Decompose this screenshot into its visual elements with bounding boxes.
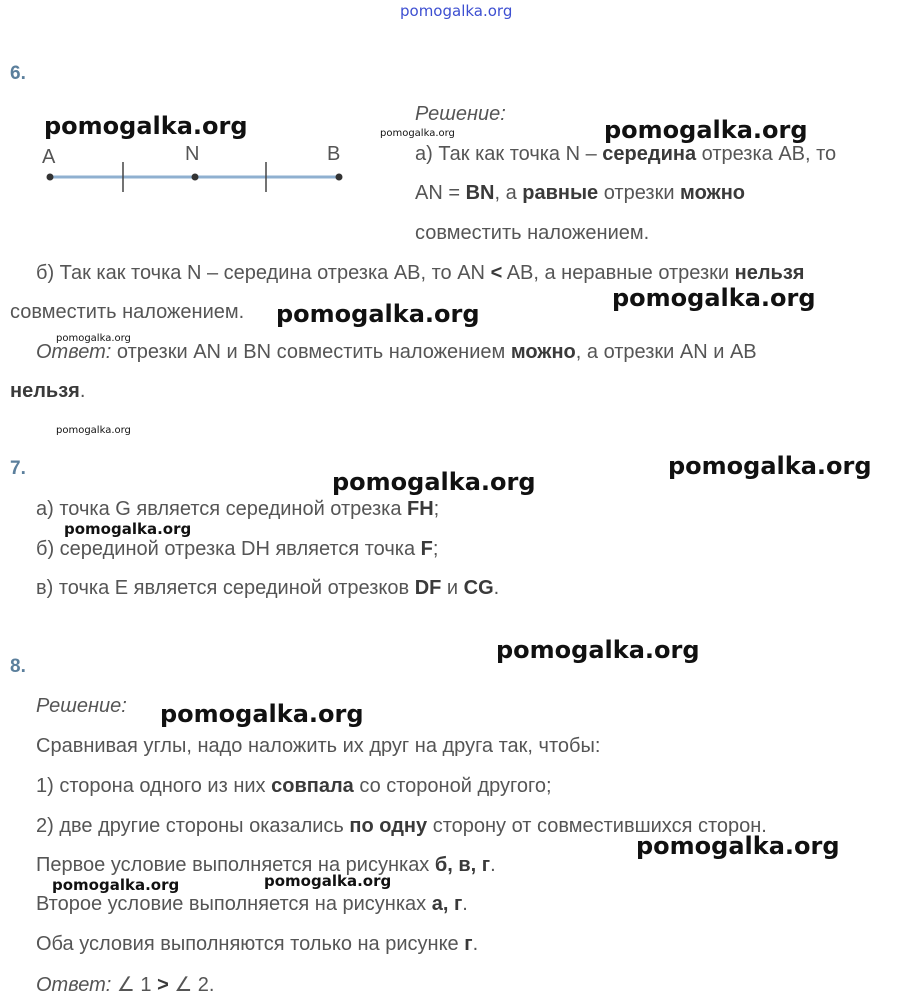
label-n: N [185,143,200,165]
task8-solution-label: Решение: [36,695,127,717]
task7-number: 7. [10,458,26,479]
point-n [192,174,199,181]
header-site-link[interactable]: pomogalka.org [400,2,513,20]
watermark: pomogalka.org [604,116,808,144]
task8-line2: 1) сторона одного из них совпала со стороной другого; [36,775,552,797]
watermark-medium: pomogalka.org [264,872,392,890]
task6-number: 6. [10,63,26,84]
watermark: pomogalka.org [332,468,536,496]
task6-solution-label: Решение: [415,103,506,125]
task8-number: 8. [10,656,26,677]
watermark: pomogalka.org [496,636,700,664]
task6-answer-line2: нельзя. [10,380,86,402]
task8-line3: 2) две другие стороны оказались по одну сторону от совместившихся сторон. [36,815,767,837]
watermark: pomogalka.org [668,452,872,480]
label-a: A [42,146,56,168]
task6-a-line2: AN = BN, а равные отрезки можно [415,182,746,204]
task8-line5: Второе условие выполняется на рисунках а, г. [36,893,468,915]
label-b: B [327,143,341,165]
watermark-small: pomogalka.org [380,128,455,139]
watermark-medium: pomogalka.org [64,520,192,538]
watermark-medium: pomogalka.org [52,876,180,894]
task7-item-c: в) точка E является серединой отрезков DF и CG. [36,577,500,599]
watermark: pomogalka.org [160,700,364,728]
watermark-small: pomogalka.org [56,425,131,436]
watermark: pomogalka.org [636,832,840,860]
watermark: pomogalka.org [612,284,816,312]
watermark: pomogalka.org [276,300,480,328]
task7-item-b: б) серединой отрезка DH является точка F; [36,538,439,560]
task8-answer: Ответ: ∠ 1 > ∠ 2. [36,974,215,996]
task6-b-line1: б) Так как точка N – середина отрезка AB, то AN < AB, а неравные отрезки нельзя [36,262,805,284]
task7-item-a: а) точка G является серединой отрезка FH; [36,498,440,520]
task6-a-line1: а) Так как точка N – середина отрезка AB, то [415,143,837,165]
point-b [336,174,343,181]
task6-b-line2: совместить наложением. [10,301,245,323]
watermark: pomogalka.org [44,112,248,140]
task8-line1: Сравнивая углы, надо наложить их друг на друга так, чтобы: [36,735,601,757]
task6-a-line3: совместить наложением. [415,222,650,244]
task8-line4: Первое условие выполняется на рисунках б, в, г. [36,854,496,876]
task6-answer-line1: Ответ: отрезки AN и BN совместить наложением можно, а отрезки AN и AB [36,341,757,363]
point-a [47,174,54,181]
watermark-small: pomogalka.org [56,333,131,344]
task8-line6: Оба условия выполняются только на рисунке г. [36,933,479,955]
